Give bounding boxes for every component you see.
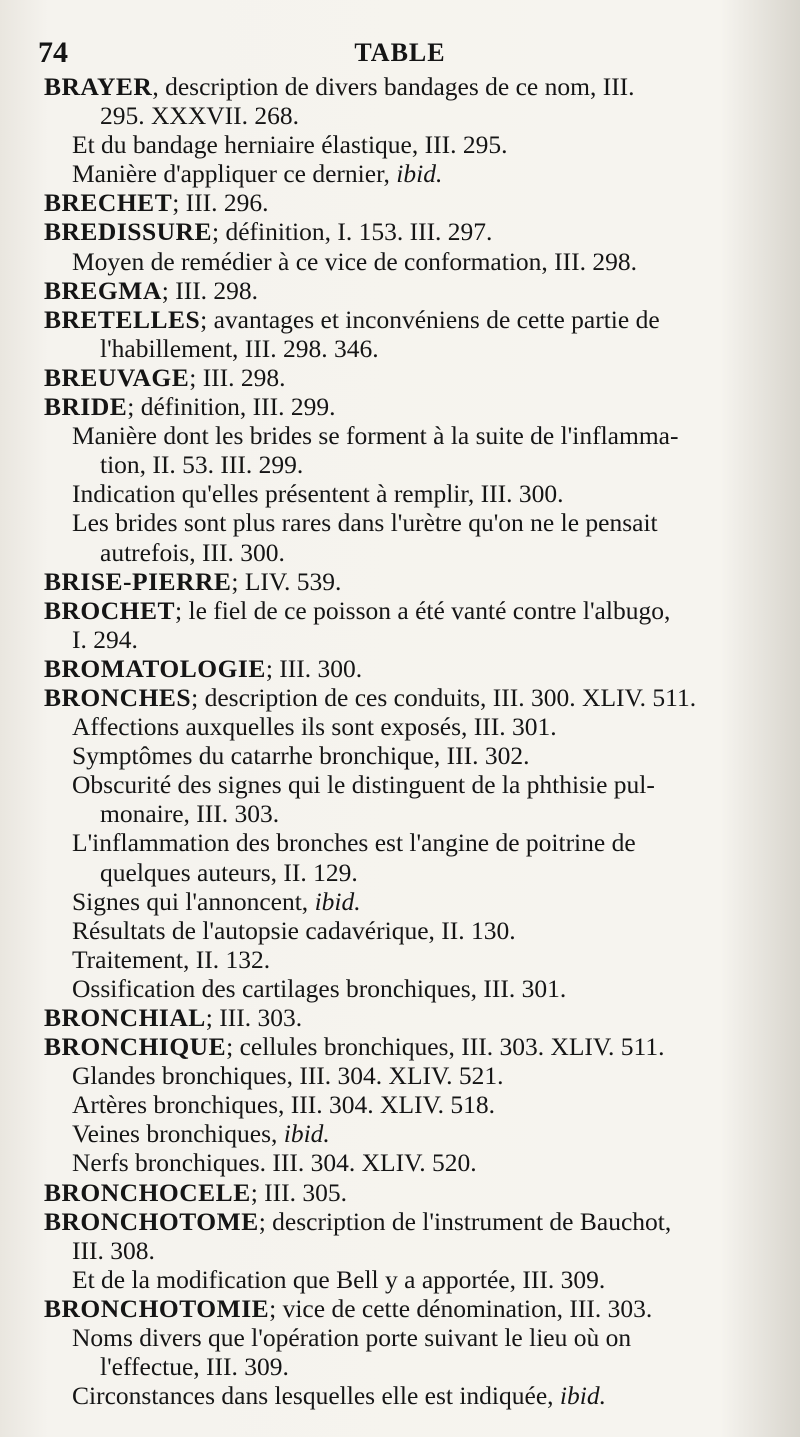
index-subentry-line [44,1323,768,1352]
entry-headword: BRONCHOTOME [44,1206,259,1236]
entry-text: ; LIV. 539. [231,566,342,596]
entry-text: Manière d'appliquer ce dernier, [72,159,397,189]
entry-text: I. 294. [72,624,138,654]
index-subentry-line [44,1352,768,1381]
index-entry-line [44,392,768,421]
index-subentry-line [44,799,768,828]
entry-text: III. 308. [72,1235,155,1265]
index-entry-line [44,1178,768,1207]
entry-text: Nerfs bronchiques. III. 304. XLIV. 520. [72,1148,477,1178]
index-subentry-line [44,1236,768,1265]
entry-text: ; description de l'instrument de Bauchot, [258,1206,672,1236]
index-entry-line [44,72,768,101]
entry-text: tion, II. 53. III. 299. [100,450,304,480]
entry-text: Et de la modification que Bell y a apportée, III. 309. [72,1264,606,1294]
index-subentry-line [44,887,768,916]
entry-text: 295. XXXVII. 268. [100,101,300,131]
entry-text: ; définition, I. 153. III. 297. [211,217,493,247]
entry-text: Moyen de remédier à ce vice de conformation, III. 298. [72,246,638,276]
index-entry-line [44,188,768,217]
index-entries [44,72,768,1410]
entry-text: ; III. 298. [161,275,259,305]
entry-text: Veines bronchiques, [72,1119,284,1149]
index-subentry-line [44,858,768,887]
entry-text: Circonstances dans lesquelles elle est indiquée, [72,1381,560,1411]
index-entry-line [44,654,768,683]
index-subentry-line [44,130,768,159]
entry-text: Affections auxquelles ils sont exposés, III. 301. [72,712,557,742]
entry-text: l'effectue, III. 309. [100,1352,289,1382]
entry-text: Manière dont les brides se forment à la suite de l'inflamma- [72,421,679,451]
running-title: TABLE [354,38,446,67]
entry-ibid: ibid. [396,159,443,189]
entry-text: ; III. 305. [250,1177,348,1207]
entry-headword: BRONCHOCELE [44,1177,251,1207]
index-subentry-line [44,974,768,1003]
page-number: 74 [38,36,68,69]
index-subentry-line [44,334,768,363]
entry-text: ; vice de cette dénomination, III. 303. [269,1293,653,1323]
entry-text: Ossification des cartilages bronchiques, III. 301. [72,973,567,1003]
index-subentry-line [44,1061,768,1090]
index-entry-line [44,683,768,712]
entry-headword: BRAYER [44,72,153,101]
entry-text: l'habillement, III. 298. 346. [100,333,379,363]
index-subentry-line [44,450,768,479]
entry-text: , description de divers bandages de ce nom, III. [152,72,635,101]
entry-text: L'inflammation des bronches est l'angine de poitrine de [72,828,636,858]
index-subentry-line [44,741,768,770]
index-subentry-line [44,538,768,567]
index-entry-line [44,1032,768,1061]
entry-text: ; cellules bronchiques, III. 303. XLIV. 511. [226,1032,665,1062]
index-subentry-line [44,1381,768,1410]
entry-headword: BRECHET [44,188,173,218]
entry-ibid: ibid. [283,1119,330,1149]
index-subentry-line [44,1119,768,1148]
index-subentry-line [44,421,768,450]
index-entry-line [44,567,768,596]
entry-text: monaire, III. 303. [100,799,280,829]
entry-text: Obscurité des signes qui le distinguent de la phthisie pul- [72,770,655,800]
entry-ibid: ibid. [559,1381,606,1411]
index-subentry-line [44,770,768,799]
entry-headword: BRIDE [44,392,128,422]
entry-text: ; définition, III. 299. [127,392,336,422]
entry-headword: BROMATOLOGIE [44,653,266,683]
entry-text: ; III. 300. [265,653,363,683]
entry-headword: BRONCHES [44,682,192,712]
index-subentry-line [44,1265,768,1294]
entry-headword: BRISE-PIERRE [44,566,232,596]
entry-text: Les brides sont plus rares dans l'urètre qu'on ne le pensait [72,508,658,538]
entry-text: ; III. 298. [189,362,286,392]
entry-text: quelques auteurs, II. 129. [100,857,358,887]
index-entry-line [44,1207,768,1236]
index-entry-line [44,305,768,334]
entry-text: Traitement, II. 132. [72,944,271,974]
index-subentry-line [44,625,768,654]
index-entry-line [44,276,768,305]
entry-headword: BRETELLES [44,304,201,334]
entry-text: Noms divers que l'opération porte suivant le lieu où on [72,1323,632,1353]
index-subentry-line [44,1090,768,1119]
entry-text: Signes qui l'annoncent, [72,886,315,916]
index-subentry-line [44,101,768,130]
index-entry-line [44,217,768,246]
entry-text: Résultats de l'autopsie cadavérique, II. 130. [72,915,516,945]
entry-text: Et du bandage herniaire élastique, III. 295. [72,130,508,160]
entry-text: ; avantages et inconvéniens de cette partie de [200,304,660,334]
index-subentry-line [44,712,768,741]
entry-text: Glandes bronchiques, III. 304. XLIV. 521. [72,1061,504,1091]
index-subentry-line [44,247,768,276]
entry-headword: BRONCHOTOMIE [44,1293,270,1323]
entry-headword: BRONCHIQUE [44,1032,227,1062]
entry-text: autrefois, III. 300. [100,537,285,567]
entry-text: ; III. 296. [172,188,269,218]
index-subentry-line [44,159,768,188]
index-subentry-line [44,916,768,945]
index-entry-line [44,1003,768,1032]
index-entry-line [44,596,768,625]
index-subentry-line [44,828,768,857]
entry-headword: BREGMA [44,275,162,305]
page-header [38,36,762,70]
entry-headword: BROCHET [44,595,176,625]
index-subentry-line [44,508,768,537]
entry-text: Artères bronchiques, III. 304. XLIV. 518. [72,1090,496,1120]
entry-text: ; III. 303. [205,1003,303,1032]
entry-text: ; le fiel de ce poisson a été vanté contre l'albugo, [175,595,671,625]
index-subentry-line [44,1148,768,1177]
entry-text: Indication qu'elles présentent à remplir, III. 300. [72,479,564,509]
index-subentry-line [44,945,768,974]
index-subentry-line [44,479,768,508]
index-entry-line [44,363,768,392]
entry-headword: BREUVAGE [44,362,190,392]
entry-ibid: ibid. [314,886,361,916]
index-entry-line [44,1294,768,1323]
entry-headword: BREDISSURE [44,217,212,247]
entry-text: ; description de ces conduits, III. 300. XLIV. 511. [191,682,697,712]
entry-headword: BRONCHIAL [44,1003,206,1032]
entry-text: Symptômes du catarrhe bronchique, III. 302. [72,741,530,771]
